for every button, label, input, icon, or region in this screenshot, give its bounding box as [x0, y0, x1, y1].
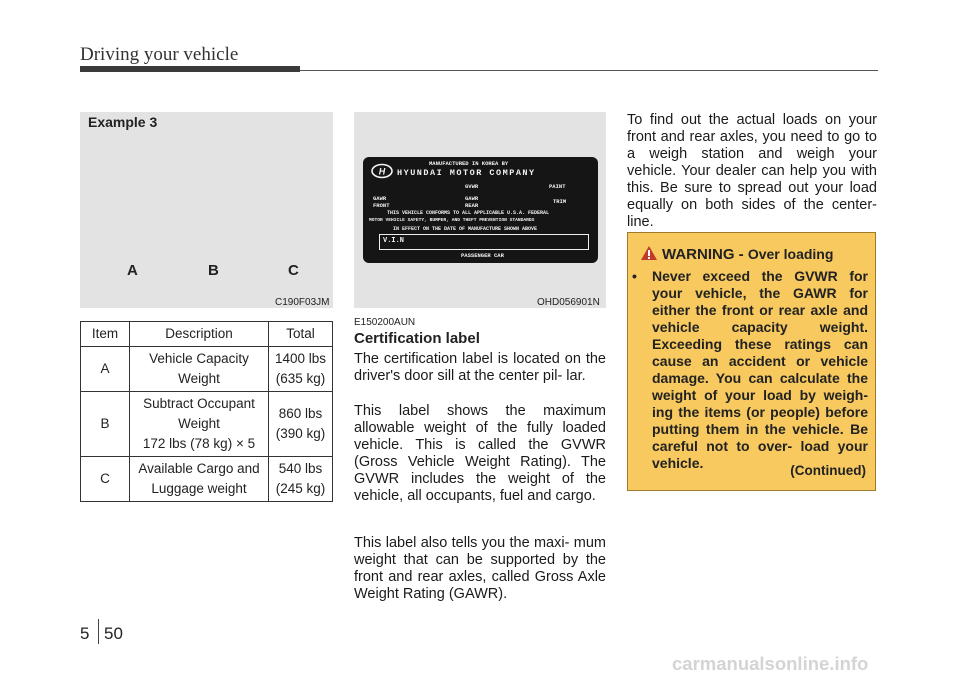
plate-paint: PAINT — [549, 183, 566, 190]
plate-conformity-line-1: THIS VEHICLE CONFORMS TO ALL APPLICABLE U.S.A. FEDERAL — [387, 210, 550, 216]
plate-vin-label: V.I.N — [383, 237, 405, 245]
table-cell-total: 860 lbs (390 kg) — [269, 392, 333, 457]
section-title: Certification label — [354, 330, 480, 347]
paragraph-label-location: The certification label is located on the driver's door sill at the center pil- lar. — [354, 351, 606, 384]
plate-vin-box — [379, 234, 589, 250]
table-header-description: Description — [130, 322, 269, 347]
certification-plate — [363, 157, 598, 263]
header-bar — [80, 66, 300, 72]
example-title: Example 3 — [88, 114, 158, 130]
watermark: carmanualsonline.info — [672, 653, 869, 674]
plate-conformity-line-3: IN EFFECT ON THE DATE OF MANUFACTURE SHOWN ABOVE — [393, 226, 538, 232]
certification-label-figure — [354, 112, 606, 308]
example-figure — [80, 112, 333, 308]
plate-trim: TRIM — [553, 198, 567, 205]
plate-front: FRONT — [373, 202, 390, 209]
table-header-item: Item — [81, 322, 130, 347]
table-row — [81, 392, 333, 457]
table-cell-item: A — [81, 347, 130, 392]
hyundai-logo-icon — [371, 163, 393, 179]
plate-company-line: HYUNDAI MOTOR COMPANY — [397, 168, 536, 178]
page-number: 50 — [104, 624, 123, 643]
table-cell-total: 540 lbs (245 kg) — [269, 457, 333, 502]
paragraph-gvwr: This label shows the maximum allowable weight of the fully loaded vehicle. This is called the GVWR (Gross Vehicle Weight Rating). The GVWR includes the weight of the vehicle, all occupants, fuel and cargo. — [354, 403, 606, 504]
table-row — [81, 347, 333, 392]
certification-image-code: OHD056901N — [537, 297, 600, 308]
table-header-total: Total — [269, 322, 333, 347]
warning-bullet — [632, 268, 868, 472]
plate-gawr-front-label: GAWR — [373, 195, 387, 202]
table-cell-description: Subtract Occupant Weight 172 lbs (78 kg) × 5 — [130, 392, 269, 457]
plate-gawr-rear-label: GAWR — [465, 195, 479, 202]
warning-triangle-icon — [640, 245, 658, 261]
plate-passenger-car: PASSENGER CAR — [461, 252, 504, 259]
plate-gvwr: GVWR — [465, 183, 479, 190]
svg-text:H: H — [378, 166, 386, 177]
page-number-separator — [98, 619, 99, 644]
table-cell-item: C — [81, 457, 130, 502]
warning-subtitle: Over loading — [747, 246, 834, 262]
table-cell-total: 1400 lbs (635 kg) — [269, 347, 333, 392]
plate-conformity-line-2: MOTOR VEHICLE SAFETY, BUMPER, AND THEFT PREVENTION STANDARDS — [369, 218, 535, 223]
table-row — [81, 457, 333, 502]
example-label-c: C — [288, 262, 299, 279]
warning-continued: (Continued) — [790, 463, 866, 478]
bullet-dot-icon: • — [632, 268, 637, 284]
plate-manufactured-line: MANUFACTURED IN KOREA BY — [429, 160, 509, 167]
warning-box — [627, 232, 876, 491]
load-calculation-table — [80, 321, 333, 502]
paragraph-gawr: This label also tells you the maxi- mum weight that can be supported by the front and rear axles, called Gross Axle Weight Rating (GAWR). — [354, 535, 606, 602]
plate-rear: REAR — [465, 202, 479, 209]
paragraph-axle-loads: To find out the actual loads on your front and rear axles, you need to go to a weigh station and weigh your vehicle. Your dealer can help you with this. Be sure to spread out your load equally on both sides of the center- line. — [627, 112, 877, 230]
example-label-a: A — [127, 262, 138, 279]
example-image-code: C190F03JM — [275, 297, 330, 308]
section-code: E150200AUN — [354, 317, 416, 328]
header-rule — [300, 70, 878, 71]
table-header-row — [81, 322, 333, 347]
table-cell-description: Available Cargo and Luggage weight — [130, 457, 269, 502]
warning-bullet-text: Never exceed the GVWR for your vehicle, the GAWR for either the front or rear axle and vehicle capacity weight. Exceeding these ratings can cause an accident or vehicle damage. You can calculate the weight of your load by weigh- ing the items (or people) before putting them in the vehicle. Be careful not to over- load your vehicle. — [652, 268, 868, 471]
page-section-number: 5 — [80, 624, 90, 643]
table-cell-description: Vehicle Capacity Weight — [130, 347, 269, 392]
example-label-b: B — [208, 262, 219, 279]
warning-heading: WARNING - — [662, 246, 748, 263]
warning-title — [662, 246, 833, 263]
page-header-title: Driving your vehicle — [80, 44, 239, 65]
table-cell-item: B — [81, 392, 130, 457]
